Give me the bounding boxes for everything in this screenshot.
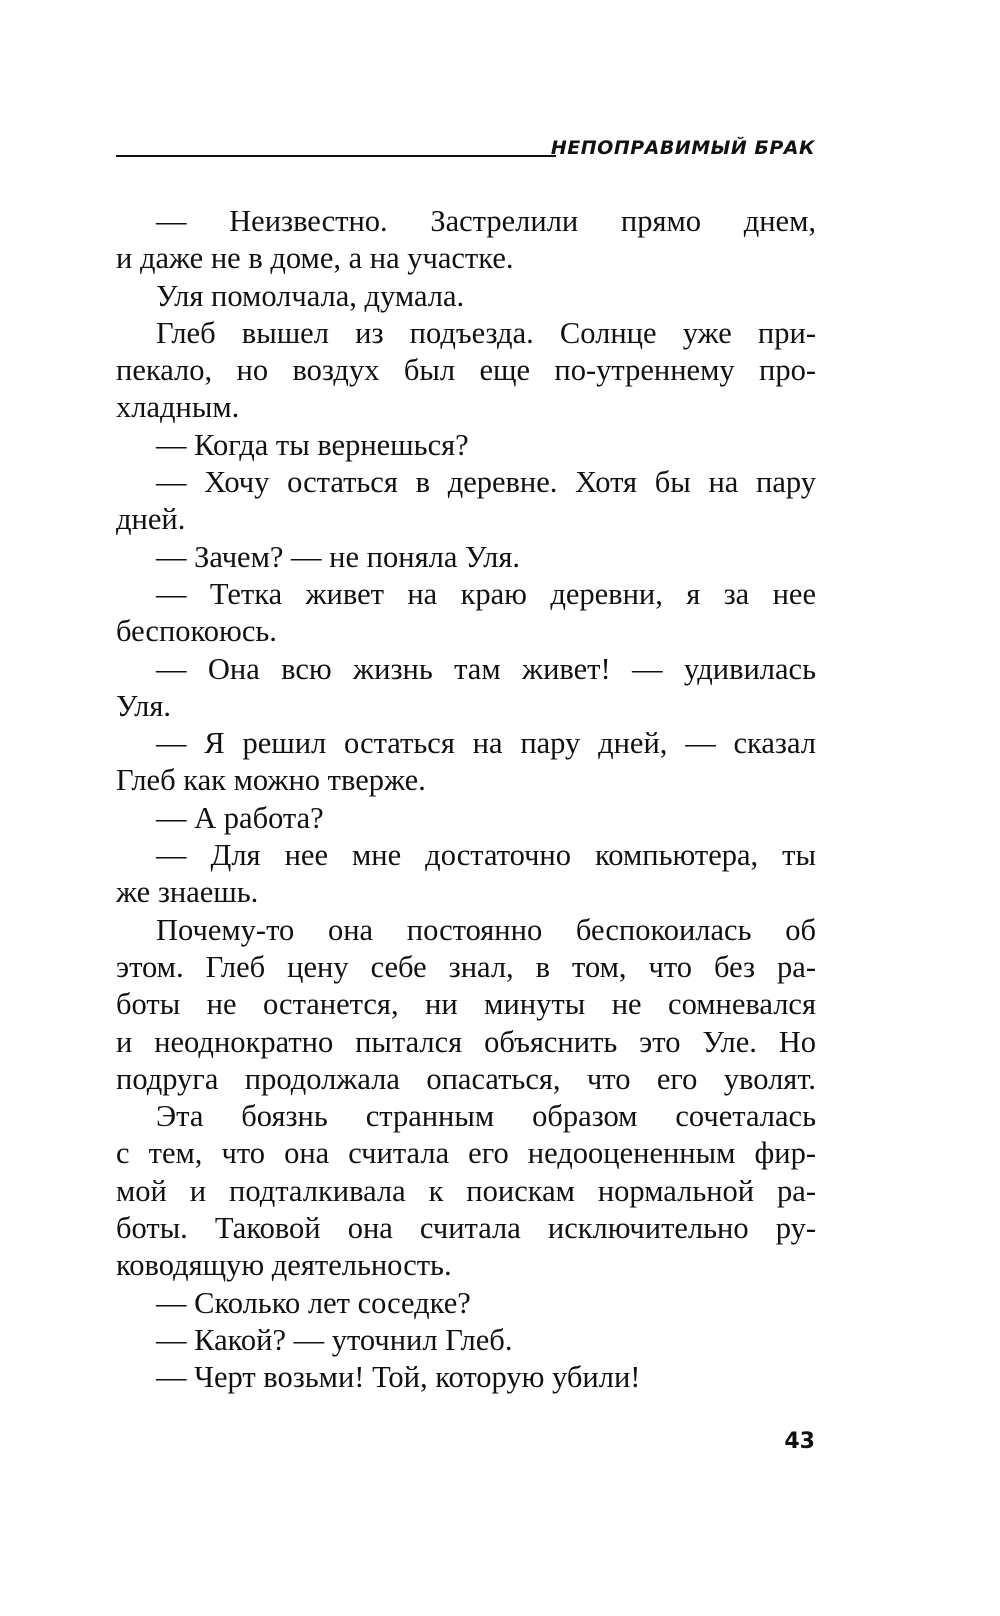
text-line: Уля помолчала, думала. — [156, 278, 465, 313]
text-line: — Какой? — уточнил Глеб. — [156, 1322, 513, 1357]
text-line: мой и подталкивала к поискам нормальной ра- — [116, 1173, 816, 1208]
text-line: и неоднократно пытался объяснить это Уле. Но — [116, 1024, 816, 1059]
text-line: беспокоюсь. — [116, 614, 277, 649]
running-title: НЕПОПРАВИМЫЙ БРАК — [550, 137, 815, 159]
text-line: — Тетка живет на краю деревни, я за нее — [156, 576, 816, 611]
text-line: — Она всю жизнь там живет! — удивилась — [156, 651, 816, 686]
text-line: Глеб вышел из подъезда. Солнце уже при- — [156, 315, 816, 350]
text-line: Глеб как можно тверже. — [116, 763, 426, 798]
header-rule — [116, 155, 556, 157]
text-line: — А работа? — [156, 800, 324, 835]
text-line: — Я решил остаться на пару дней, — сказал — [156, 726, 816, 761]
page-number: 43 — [784, 1429, 815, 1454]
text-line: боты не останется, ни минуты не сомневался — [116, 987, 816, 1022]
text-line: — Сколько лет соседке? — [156, 1285, 471, 1320]
text-line: этом. Глеб цену себе знал, в том, что без ра- — [116, 949, 816, 984]
text-line: и даже не в доме, а на участке. — [116, 241, 514, 276]
text-line: Почему-то она постоянно беспокоилась об — [156, 912, 816, 947]
text-line: с тем, что она считала его недооцененным фир- — [116, 1136, 816, 1171]
text-line: — Черт возьми! Той, которую убили! — [156, 1360, 641, 1395]
text-line: — Для нее мне достаточно компьютера, ты — [156, 838, 816, 873]
body-text — [116, 203, 816, 1397]
text-line: же знаешь. — [116, 875, 259, 910]
text-line: ководящую деятельность. — [116, 1248, 452, 1283]
text-line: — Зачем? — не поняла Уля. — [156, 539, 521, 574]
text-line: — Когда ты вернешься? — [156, 427, 469, 462]
text-line: подруга продолжала опасаться, что его уволят. — [116, 1061, 816, 1096]
text-line: хладным. — [116, 390, 240, 425]
text-line: — Неизвестно. Застрелили прямо днем, — [156, 204, 816, 238]
text-line: пекало, но воздух был еще по-утреннему про- — [116, 353, 816, 388]
text-line: Эта боязнь странным образом сочеталась — [156, 1099, 816, 1134]
text-line: боты. Таковой она считала исключительно ру- — [116, 1211, 816, 1246]
text-line: дней. — [116, 502, 186, 537]
text-line: — Хочу остаться в деревне. Хотя бы на пару — [156, 465, 816, 500]
text-line: Уля. — [116, 688, 172, 723]
